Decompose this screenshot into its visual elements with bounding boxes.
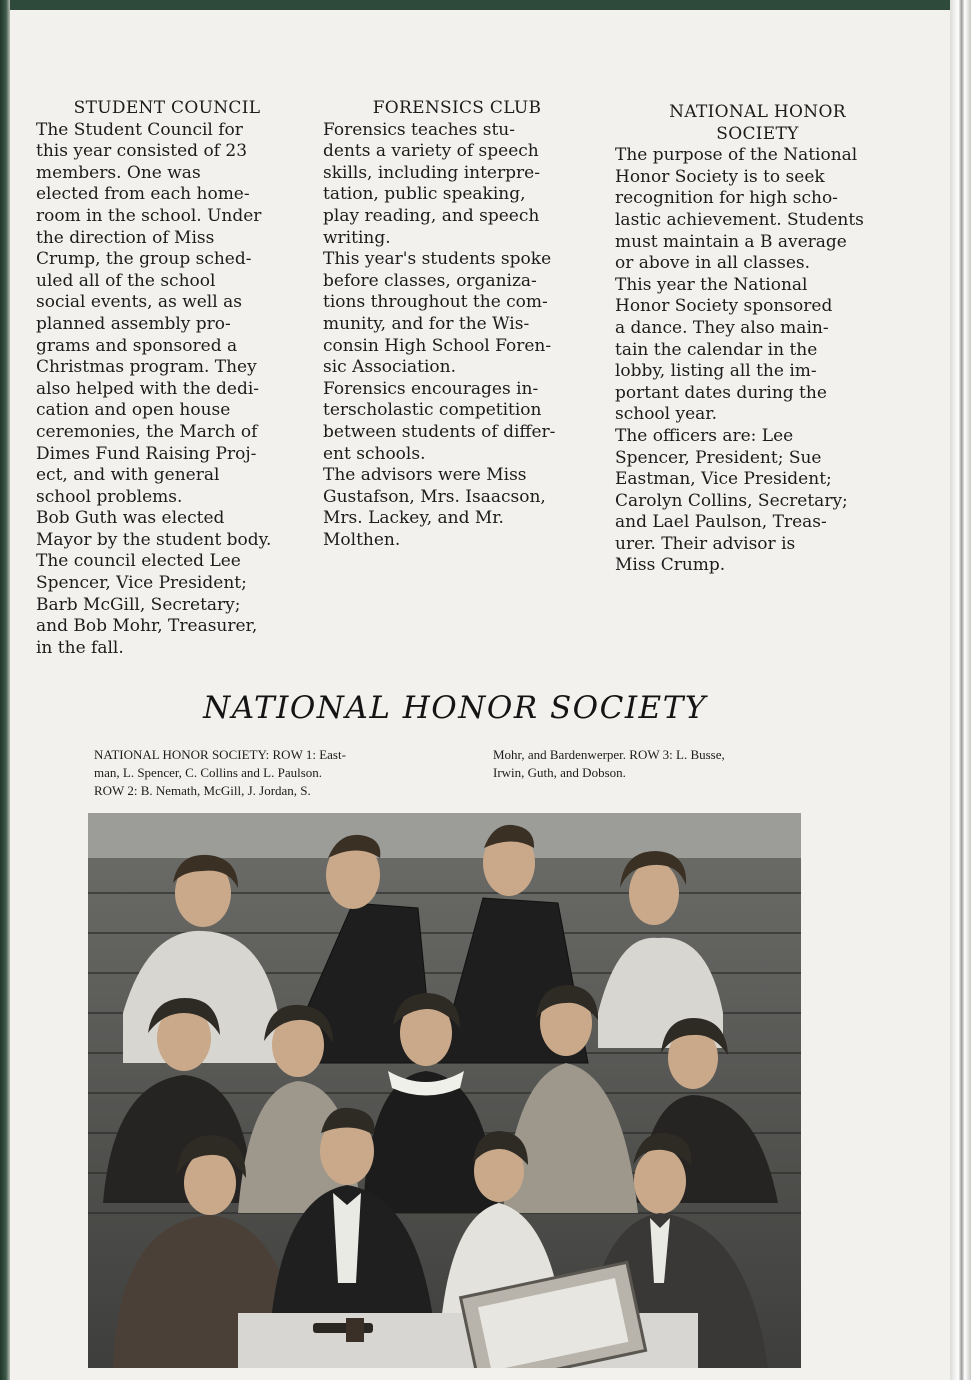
national-honor-society-column bbox=[615, 102, 900, 577]
photo-caption-left: NATIONAL HONOR SOCIETY: ROW 1: East- man, L. Spencer, C. Collins and L. Paulson. ROW 2: B. Nemath, McGill, J. Jordan, S. bbox=[94, 747, 346, 798]
forensics-club-heading: FORENSICS CLUB bbox=[372, 98, 542, 118]
student-council-heading: STUDENT COUNCIL bbox=[73, 98, 261, 118]
section-title: NATIONAL HONOR SOCIETY bbox=[203, 690, 707, 726]
book-binding-left bbox=[0, 0, 10, 1380]
photo-caption-right: Mohr, and Bardenwerper. ROW 3: L. Busse, Irwin, Guth, and Dobson. bbox=[493, 747, 725, 780]
forensics-club-column bbox=[323, 98, 591, 551]
forensics-club-text: Forensics teaches stu- dents a variety of speech skills, including interpre- tation, public speaking, play reading, and speech writing. This year's students spoke before classes, organiza- tions throughout the com- munity, and for the Wis- consin High School Foren- sic Association. Forensics encourages in- terscholastic competition between students of differ- ent schools. The advisors were Miss Gustafson, Mrs. Isaacson, Mrs. Lackey, and Mr. Molthen. bbox=[323, 119, 556, 550]
group-photo bbox=[88, 813, 801, 1368]
book-binding-right bbox=[950, 0, 971, 1380]
student-council-column bbox=[36, 98, 298, 659]
national-honor-society-heading: NATIONAL HONOR SOCIETY bbox=[669, 102, 846, 144]
national-honor-society-text: The purpose of the National Honor Society is to seek recognition for high scho- lastic achievement. Students must maintain a B average or above in all classes. This year the National Honor Society sponsored a dance. They also main- tain the calendar in the lobby, listing all the im- portant dates during the school year. The officers are: Lee Spencer, President; Sue Eastman, Vice President; Carolyn Collins, Secretary; and Lael Paulson, Treas- urer. Their advisor is Miss Crump. bbox=[615, 145, 864, 576]
student-council-text: The Student Council for this year consisted of 23 members. One was elected from each home- room in the school. Under the direction of Miss Crump, the group sched- uled all of the school social events, as well as planned assembly pro- grams and sponsored a Christmas program. They also helped with the dedi- cation and open house ceremonies, the March of Dimes Fund Raising Proj- ect, and with general school problems. Bob Guth was elected Mayor by the student body. The council elected Lee Spencer, Vice President; Barb McGill, Secretary; and Bob Mohr, Treasurer, in the fall. bbox=[36, 119, 272, 658]
